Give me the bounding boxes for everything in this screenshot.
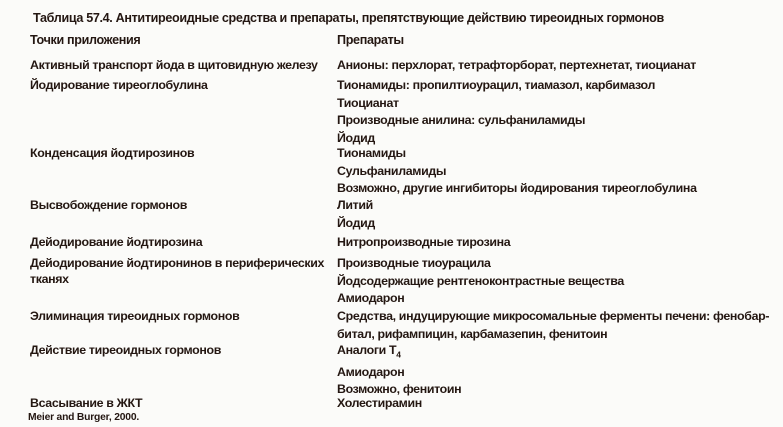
drug-line: Тионамиды — [337, 146, 406, 160]
drug-line: Амиодарон — [337, 364, 405, 379]
site-cell — [30, 197, 187, 213]
source-footnote: Meier and Burger, 2000. — [28, 412, 140, 423]
site-line: Дейодирование йодтирозина — [30, 235, 203, 249]
drugs-cell — [337, 77, 655, 147]
site-line: Элиминация тиреоидных гормонов — [30, 309, 240, 323]
drug-line — [337, 342, 461, 364]
table-number: Таблица 57.4. — [33, 11, 113, 25]
site-cell — [30, 255, 324, 287]
site-cell — [30, 234, 202, 250]
drug-line: Анионы: перхлорат, тетрафторборат, пертехнетат, тиоцианат — [337, 58, 696, 72]
site-cell — [30, 57, 318, 73]
drug-line: Йодид — [337, 130, 375, 145]
drug-line: Производные тиоурацила — [337, 256, 491, 270]
column-header-sites: Точки приложения — [30, 33, 141, 47]
drugs-cell — [337, 234, 510, 252]
drugs-cell — [337, 308, 769, 343]
drug-line: Производные анилина: сульфаниламиды — [337, 113, 586, 127]
drug-line: Тионамиды: пропилтиоурацил, тиамазол, карбимазол — [337, 78, 655, 92]
drugs-cell — [337, 197, 375, 232]
drug-line: Нитропроизводные тирозина — [337, 235, 511, 249]
column-header-drugs: Препараты — [337, 33, 404, 47]
site-line: Дейодирование йодтиронинов в периферических — [30, 256, 325, 270]
site-cell — [30, 308, 239, 324]
drug-line: Холестирамин — [337, 396, 422, 410]
site-line: Всасывание в ЖКТ — [30, 396, 143, 410]
t4-analogs-label: Аналоги Т — [337, 343, 397, 357]
drug-line: Средства, индуцирующие микросомальные ферменты печени: фенобар- — [337, 309, 770, 323]
drug-line: битал, рифампицин, карбамазепин, фенитоин — [337, 326, 608, 341]
site-line: Конденсация йодтирозинов — [30, 146, 195, 160]
drugs-cell — [337, 145, 697, 198]
drugs-cell — [337, 57, 696, 75]
site-line: Активный транспорт йода в щитовидную железу — [30, 58, 318, 72]
drugs-cell — [337, 342, 461, 399]
site-line: тканях — [30, 272, 69, 286]
drugs-cell — [337, 255, 624, 308]
drug-line: Возможно, фенитоин — [337, 382, 462, 397]
site-cell — [30, 145, 194, 161]
drug-line: Йодид — [337, 215, 375, 230]
site-line: Действие тиреоидных гормонов — [30, 343, 222, 357]
site-cell — [30, 342, 221, 358]
drug-line: Тиоцианат — [337, 95, 399, 110]
site-line: Йодирование тиреоглобулина — [30, 78, 208, 92]
drug-line: Амиодарон — [337, 291, 405, 305]
drugs-cell — [337, 395, 422, 413]
t4-subscript: 4 — [396, 349, 401, 360]
drug-line: Сульфаниламиды — [337, 163, 447, 178]
drug-line: Литий — [337, 198, 373, 212]
drug-line: Возможно, другие ингибиторы йодирования тиреоглобулина — [337, 181, 697, 195]
site-cell — [30, 77, 208, 93]
drug-line: Йодсодержащие рентгеноконтрастные вещества — [337, 273, 624, 288]
site-line: Высвобождение гормонов — [30, 198, 187, 212]
site-cell — [30, 395, 142, 411]
table-title: Антитиреоидные средства и препараты, препятствующие действию тиреоидных гормонов — [115, 11, 664, 25]
table-caption — [33, 11, 664, 25]
